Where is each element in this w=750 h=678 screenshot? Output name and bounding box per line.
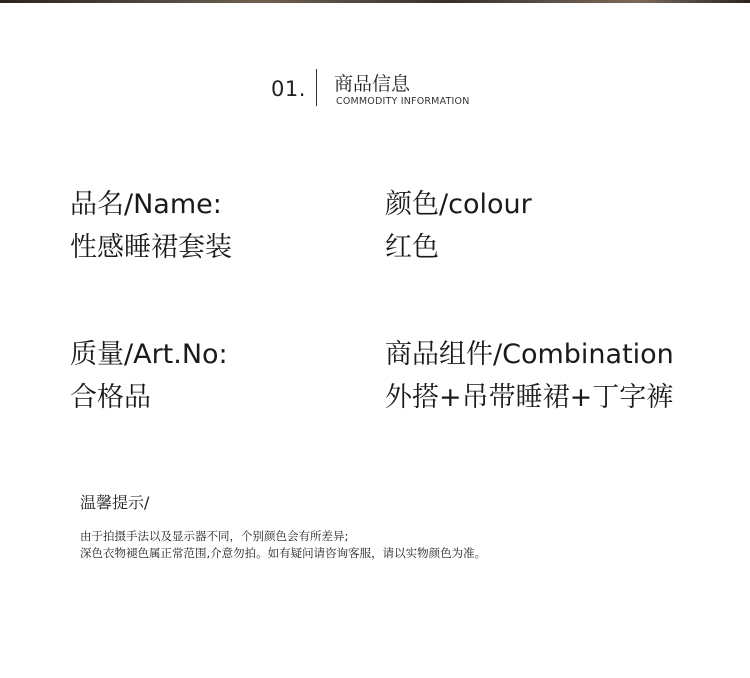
section-divider [316,69,317,106]
name-label: 品名/Name: [70,189,222,220]
section-title: 商品信息 [334,73,411,95]
section-number: 01. [271,77,306,101]
section-subtitle: COMMODITY INFORMATION [336,96,470,107]
colour-value: 红色 [385,232,439,263]
combination-label: 商品组件/Combination [385,339,674,370]
notice-title: 温馨提示/ [80,493,150,512]
art-no-label: 质量/Art.No: [70,339,228,370]
colour-label: 颜色/colour [385,189,532,220]
notice-line: 由于拍摄手法以及显示器不同，个别颜色会有所差异; [80,529,349,543]
name-value: 性感睡裙套装 [70,232,232,263]
combination-value: 外搭+吊带睡裙+丁字裤 [385,382,674,413]
notice-line: 深色衣物褪色属正常范围,介意勿拍。如有疑问请咨询客服，请以实物颜色为准。 [80,546,487,560]
top-decorative-bar [0,0,750,3]
art-no-value: 合格品 [70,382,151,413]
